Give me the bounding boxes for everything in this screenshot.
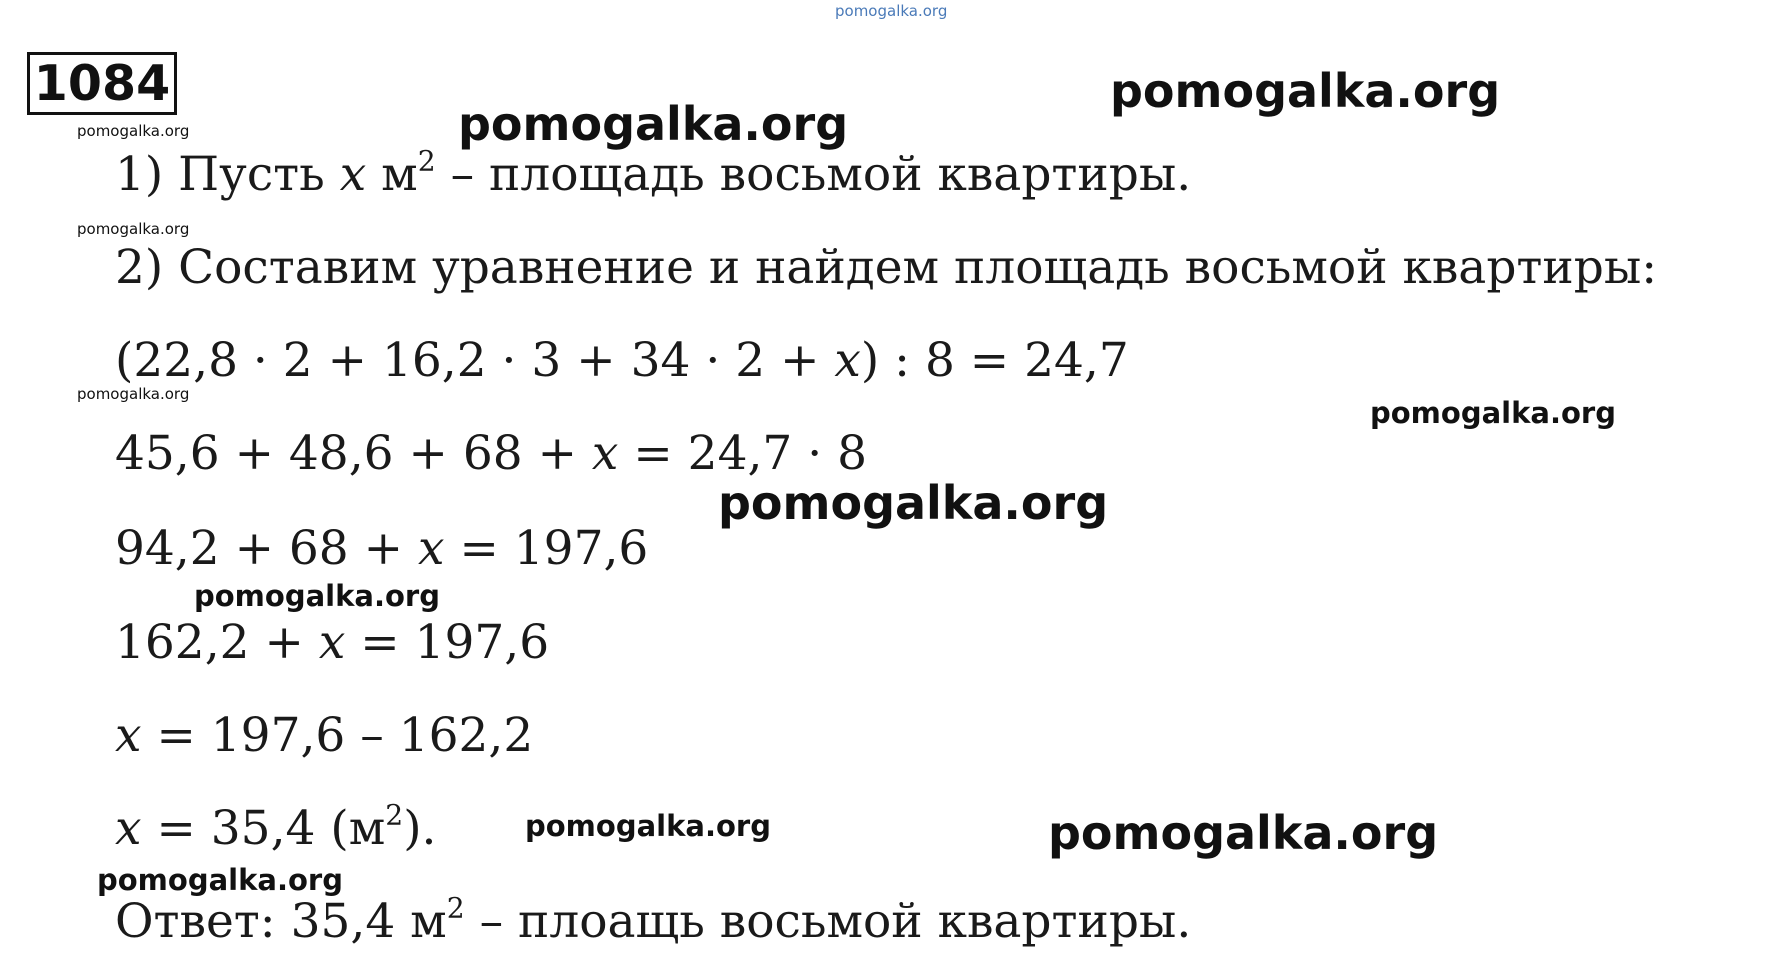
equation-left: (22,8 · 2 + 16,2 · 3 + 34 · 2 + [115,333,835,388]
equation-right: = 197,6 [444,521,649,576]
equation-2 [115,426,868,481]
equation-right: = 35,4 (м [141,801,386,856]
exponent: 2 [385,798,404,832]
watermark: pomogalka.org [194,579,440,613]
step-1 [115,144,1192,202]
watermark: pomogalka.org [718,476,1109,530]
equation-left: 162,2 + [115,615,319,670]
variable-x: x [318,615,346,670]
equation-1 [115,333,1129,388]
variable-x: x [417,521,445,576]
equation-end: ). [403,801,437,856]
watermark-top: pomogalka.org [835,2,948,20]
step-1-prefix: 1) Пусть [115,147,340,202]
variable-x: x [115,708,142,763]
exponent: 2 [417,144,436,178]
step-1-suffix: – площадь восьмой квартиры. [435,147,1192,202]
equation-right: = 197,6 [345,615,550,670]
equation-right: = 197,6 – 162,2 [141,708,534,763]
unit: м [366,147,418,202]
answer-suffix: – плоащь восьмой квартиры. [464,894,1192,949]
variable-x: x [834,333,861,388]
exponent: 2 [446,891,465,925]
watermark: pomogalka.org [77,220,190,238]
variable-x: x [339,147,367,202]
watermark: pomogalka.org [97,863,343,897]
equation-6 [115,798,437,856]
watermark: pomogalka.org [77,385,190,403]
equation-4 [115,615,550,670]
equation-left: 45,6 + 48,6 + 68 + [115,426,592,481]
equation-right: = 24,7 · 8 [618,426,868,481]
variable-x: x [591,426,619,481]
problem-number: 1084 [27,52,177,115]
watermark: pomogalka.org [77,122,190,140]
watermark: pomogalka.org [458,97,849,151]
watermark: pomogalka.org [525,809,771,843]
equation-right: ) : 8 = 24,7 [860,333,1129,388]
step-2: 2) Составим уравнение и найдем площадь восьмой квартиры: [115,240,1658,295]
watermark: pomogalka.org [1048,806,1439,860]
watermark: pomogalka.org [1110,64,1501,118]
watermark: pomogalka.org [1370,396,1616,430]
answer [115,891,1192,949]
equation-3 [115,521,649,576]
equation-left: 94,2 + 68 + [115,521,418,576]
answer-prefix: Ответ: 35,4 м [115,894,447,949]
variable-x: x [115,801,142,856]
equation-5 [115,708,534,763]
